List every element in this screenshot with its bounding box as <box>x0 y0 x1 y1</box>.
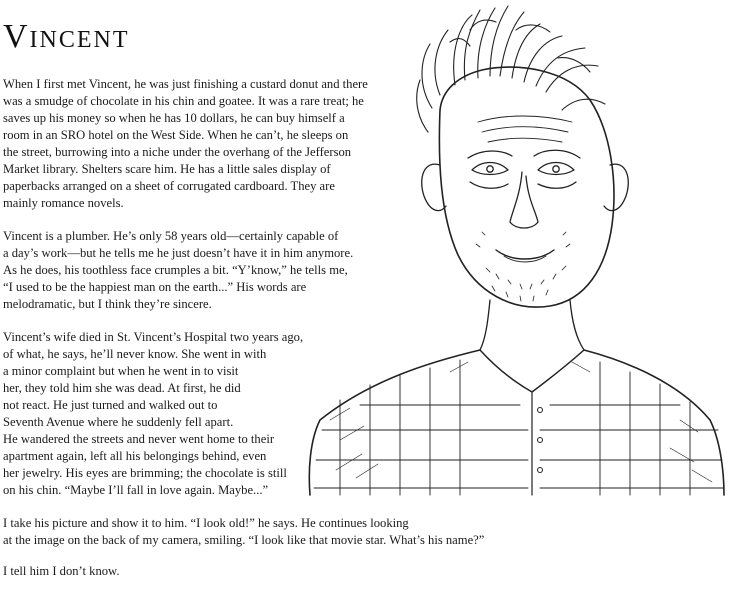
paragraph-3-line: a minor complaint but when he went in to visit <box>3 364 239 378</box>
paragraph-1-line: Market library. Shelters scare him. He has a little sales display of <box>3 162 331 176</box>
paragraph-3-line: her jewelry. His eyes are brimming; the chocolate is still <box>3 466 287 480</box>
paragraph-4-line: at the image on the back of my camera, smiling. “I look like that movie star. What’s his name?” <box>3 533 485 547</box>
page-title: Vincent <box>3 18 130 55</box>
paragraph-3-line: Vincent’s wife died in St. Vincent’s Hospital two years ago, <box>3 330 304 344</box>
paragraph-3-line: Seventh Avenue where he suddenly fell apart. <box>3 415 234 429</box>
paragraph-1-line: paperbacks arranged on a sheet of corrugated cardboard. They are <box>3 179 335 193</box>
portrait-illustration <box>300 0 729 500</box>
paragraph-3-line: apartment again, left all his belongings behind, even <box>3 449 267 463</box>
paragraph-1-line: When I first met Vincent, he was just finishing a custard donut and there <box>3 77 368 91</box>
paragraph-2-line: “I used to be the happiest man on the earth...” His words are <box>3 280 307 294</box>
paragraph-1-line: mainly romance novels. <box>3 196 124 210</box>
paragraph-1-line: was a smudge of chocolate in his chin and goatee. It was a rare treat; he <box>3 94 364 108</box>
paragraph-2-line: melodramatic, but I think they’re sincere. <box>3 297 212 311</box>
paragraph-2-line: Vincent is a plumber. He’s only 58 years old—certainly capable of <box>3 229 339 243</box>
paragraph-3-line: not react. He just turned and walked out to <box>3 398 218 412</box>
paragraph-2-line: a day’s work—but he tells me he just doesn’t have it in him anymore. <box>3 246 354 260</box>
hair-strokes <box>417 6 605 132</box>
paragraph-5-line: I tell him I don’t know. <box>3 564 120 578</box>
paragraph-3-line: of what, he says, he’ll never know. She went in with <box>3 347 267 361</box>
paragraph-4-line: I take his picture and show it to him. “I look old!” he says. He continues looking <box>3 516 409 530</box>
paragraph-1-line: room in an SRO hotel on the West Side. When he can’t, he sleeps on <box>3 128 349 142</box>
paragraph-3-line: He wandered the streets and never went home to their <box>3 432 275 446</box>
paragraph-3-line: on his chin. “Maybe I’ll fall in love again. Maybe...” <box>3 483 269 497</box>
paragraph-1-line: the street, burrowing into a niche under the overhang of the Jefferson <box>3 145 352 159</box>
paragraph-2-line: As he does, his toothless face crumples a bit. “Y’know,” he tells me, <box>3 263 348 277</box>
paragraph-3-line: her, they told him she was dead. At first, he did <box>3 381 241 395</box>
paragraph-1-line: saves up his money so when he has 10 dollars, he can buy himself a <box>3 111 345 125</box>
